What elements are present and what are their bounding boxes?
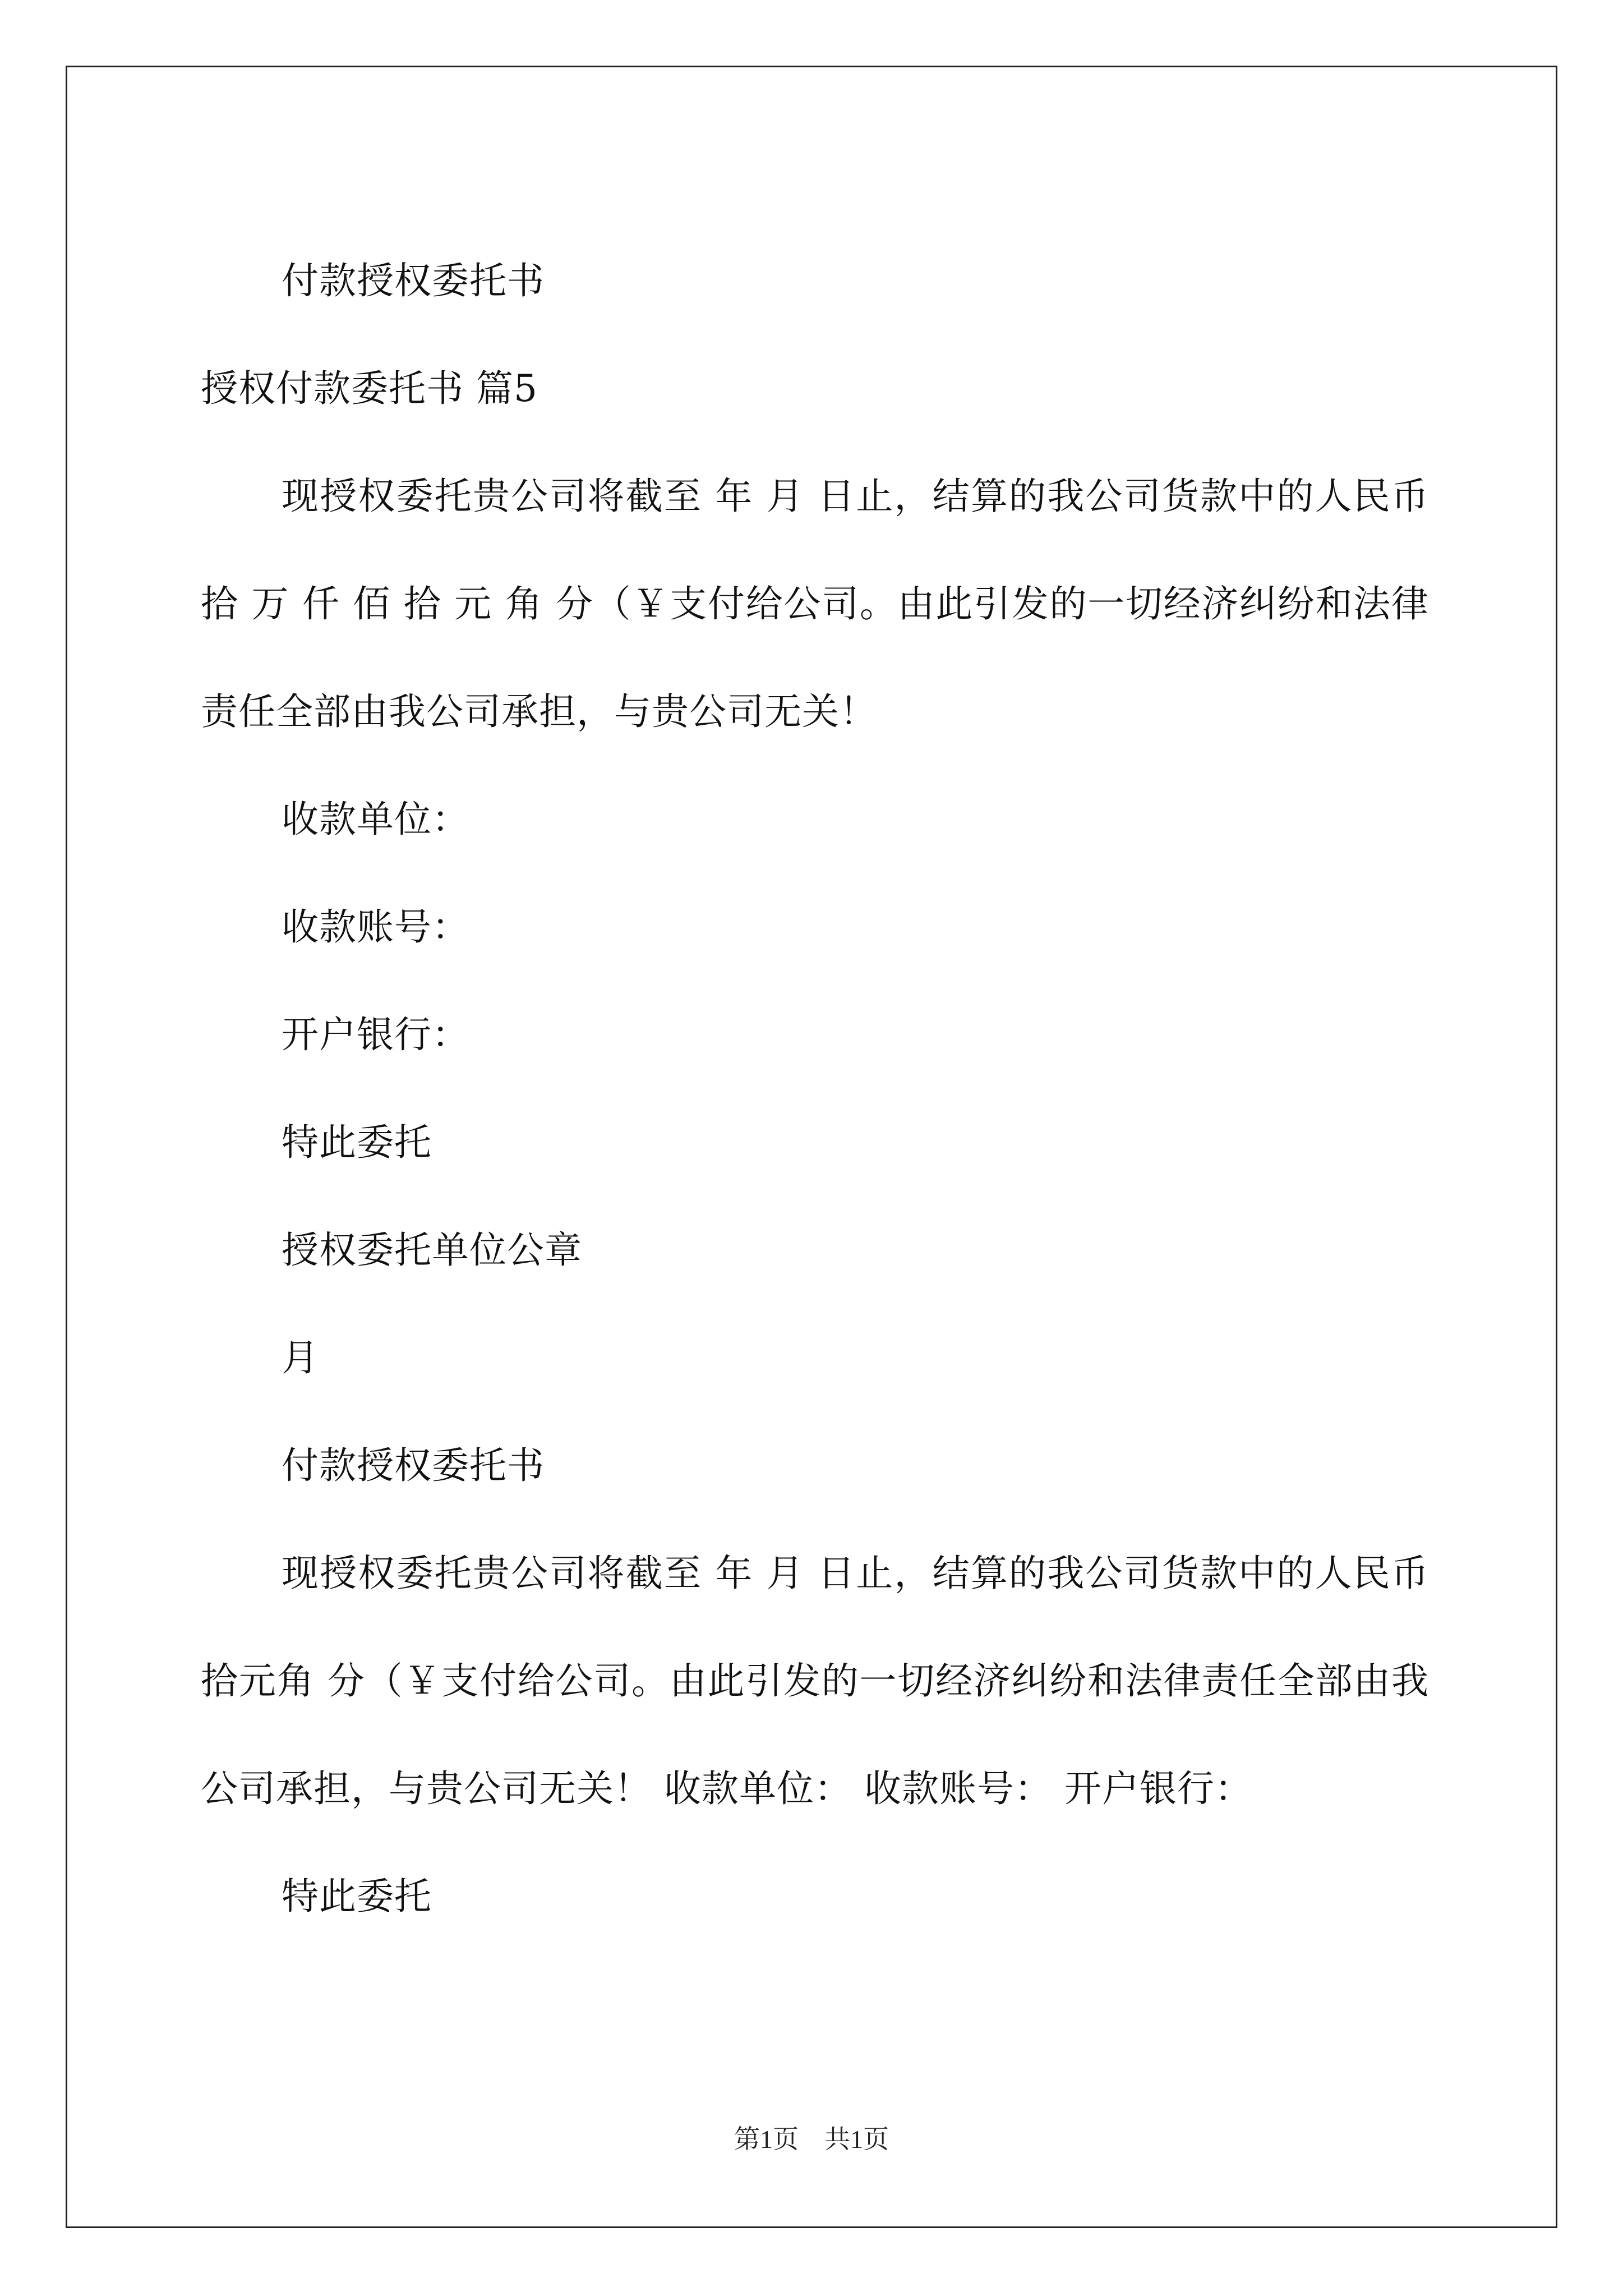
doc-title-repeat: 付款授权委托书: [282, 1444, 545, 1487]
date-line: 月: [282, 1336, 319, 1379]
page-footer: 第1页 共1页: [734, 2125, 889, 2154]
section-heading: 授权付款委托书 篇5: [201, 367, 538, 410]
bank-line: 开户银行：: [282, 1013, 469, 1056]
authorization-paragraph-repeat: 现授权委托贵公司将截至 年 月 日止，结算的我公司货款中的人民币拾元角 分（￥支付给公司。由此引发的一切经济纠纷和法律责任全部由我公司承担，与贵公司无关！ 收款单位： 收款账号： 开户银行：: [201, 1552, 1429, 1810]
payee-account-line: 收款账号：: [282, 905, 469, 949]
closing-line: 特此委托: [282, 1121, 432, 1164]
closing-line-repeat: 特此委托: [282, 1875, 432, 1918]
seal-line: 授权委托单位公章: [282, 1228, 582, 1272]
doc-title: 付款授权委托书: [282, 259, 545, 302]
document-body: [201, 227, 1429, 1950]
payee-unit-line: 收款单位：: [282, 798, 469, 841]
authorization-paragraph: 现授权委托贵公司将截至 年 月 日止，结算的我公司货款中的人民币 拾 万 仟 佰 拾 元 角 分（￥支付给公司。由此引发的一切经济纠纷和法律责任全部由我公司承担，与贵公司无关！: [201, 475, 1429, 733]
